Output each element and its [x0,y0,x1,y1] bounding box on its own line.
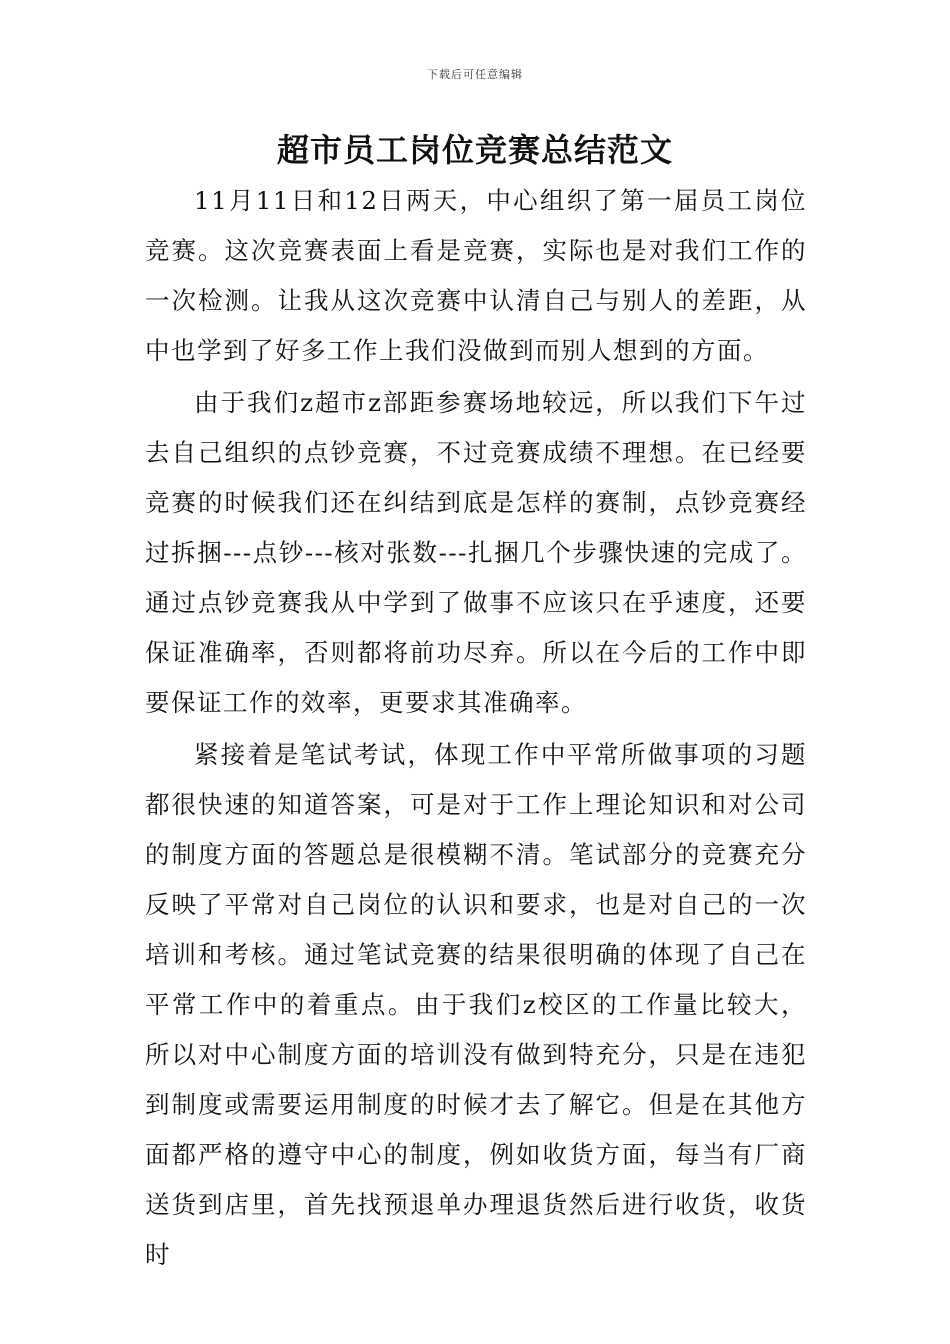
document-title: 超市员工岗位竞赛总结范文 [276,131,673,169]
paragraph-3: 紧接着是笔试考试，体现工作中平常所做事项的习题都很快速的知道答案，可是对于工作上理论知识和对公司的制度方面的答题总是很模糊不清。笔试部分的竞赛充分反映了平常对自己岗位的认识和要求，也是对自己的一次培训和考核。通过笔试竞赛的结果很明确的体现了自己在平常工作中的着重点。由于我们z校区的工作量比较大，所以对中心制度方面的培训没有做到特充分，只是在违犯到制度或需要运用制度的时候才去了解它。但是在其他方面都严格的遵守中心的制度，例如收货方面，每当有厂商送货到店里，首先找预退单办理退货然后进行收货，收货时 [145,740,807,1269]
header-note: 下载后可任意编辑 [427,68,523,81]
paragraph-2: 由于我们z超市z部距参赛场地较远，所以我们下午过去自己组织的点钞竞赛，不过竞赛成绩不理想。在已经要竞赛的时候我们还在纠结到底是怎样的赛制，点钞竞赛经过拆捆---点钞---核对张数---扎捆几个步骤快速的完成了。通过点钞竞赛我从中学到了做事不应该只在乎速度，还要保证准确率，否则都将前功尽弃。所以在今后的工作中即要保证工作的效率，更要求其准确率。 [145,388,807,717]
paragraph-1: 11月11日和12日两天，中心组织了第一届员工岗位竞赛。这次竞赛表面上看是竞赛，实际也是对我们工作的一次检测。让我从这次竞赛中认清自己与别人的差距，从中也学到了好多工作上我们没做到而别人想到的方面。 [145,186,807,365]
document-body [145,176,807,1280]
